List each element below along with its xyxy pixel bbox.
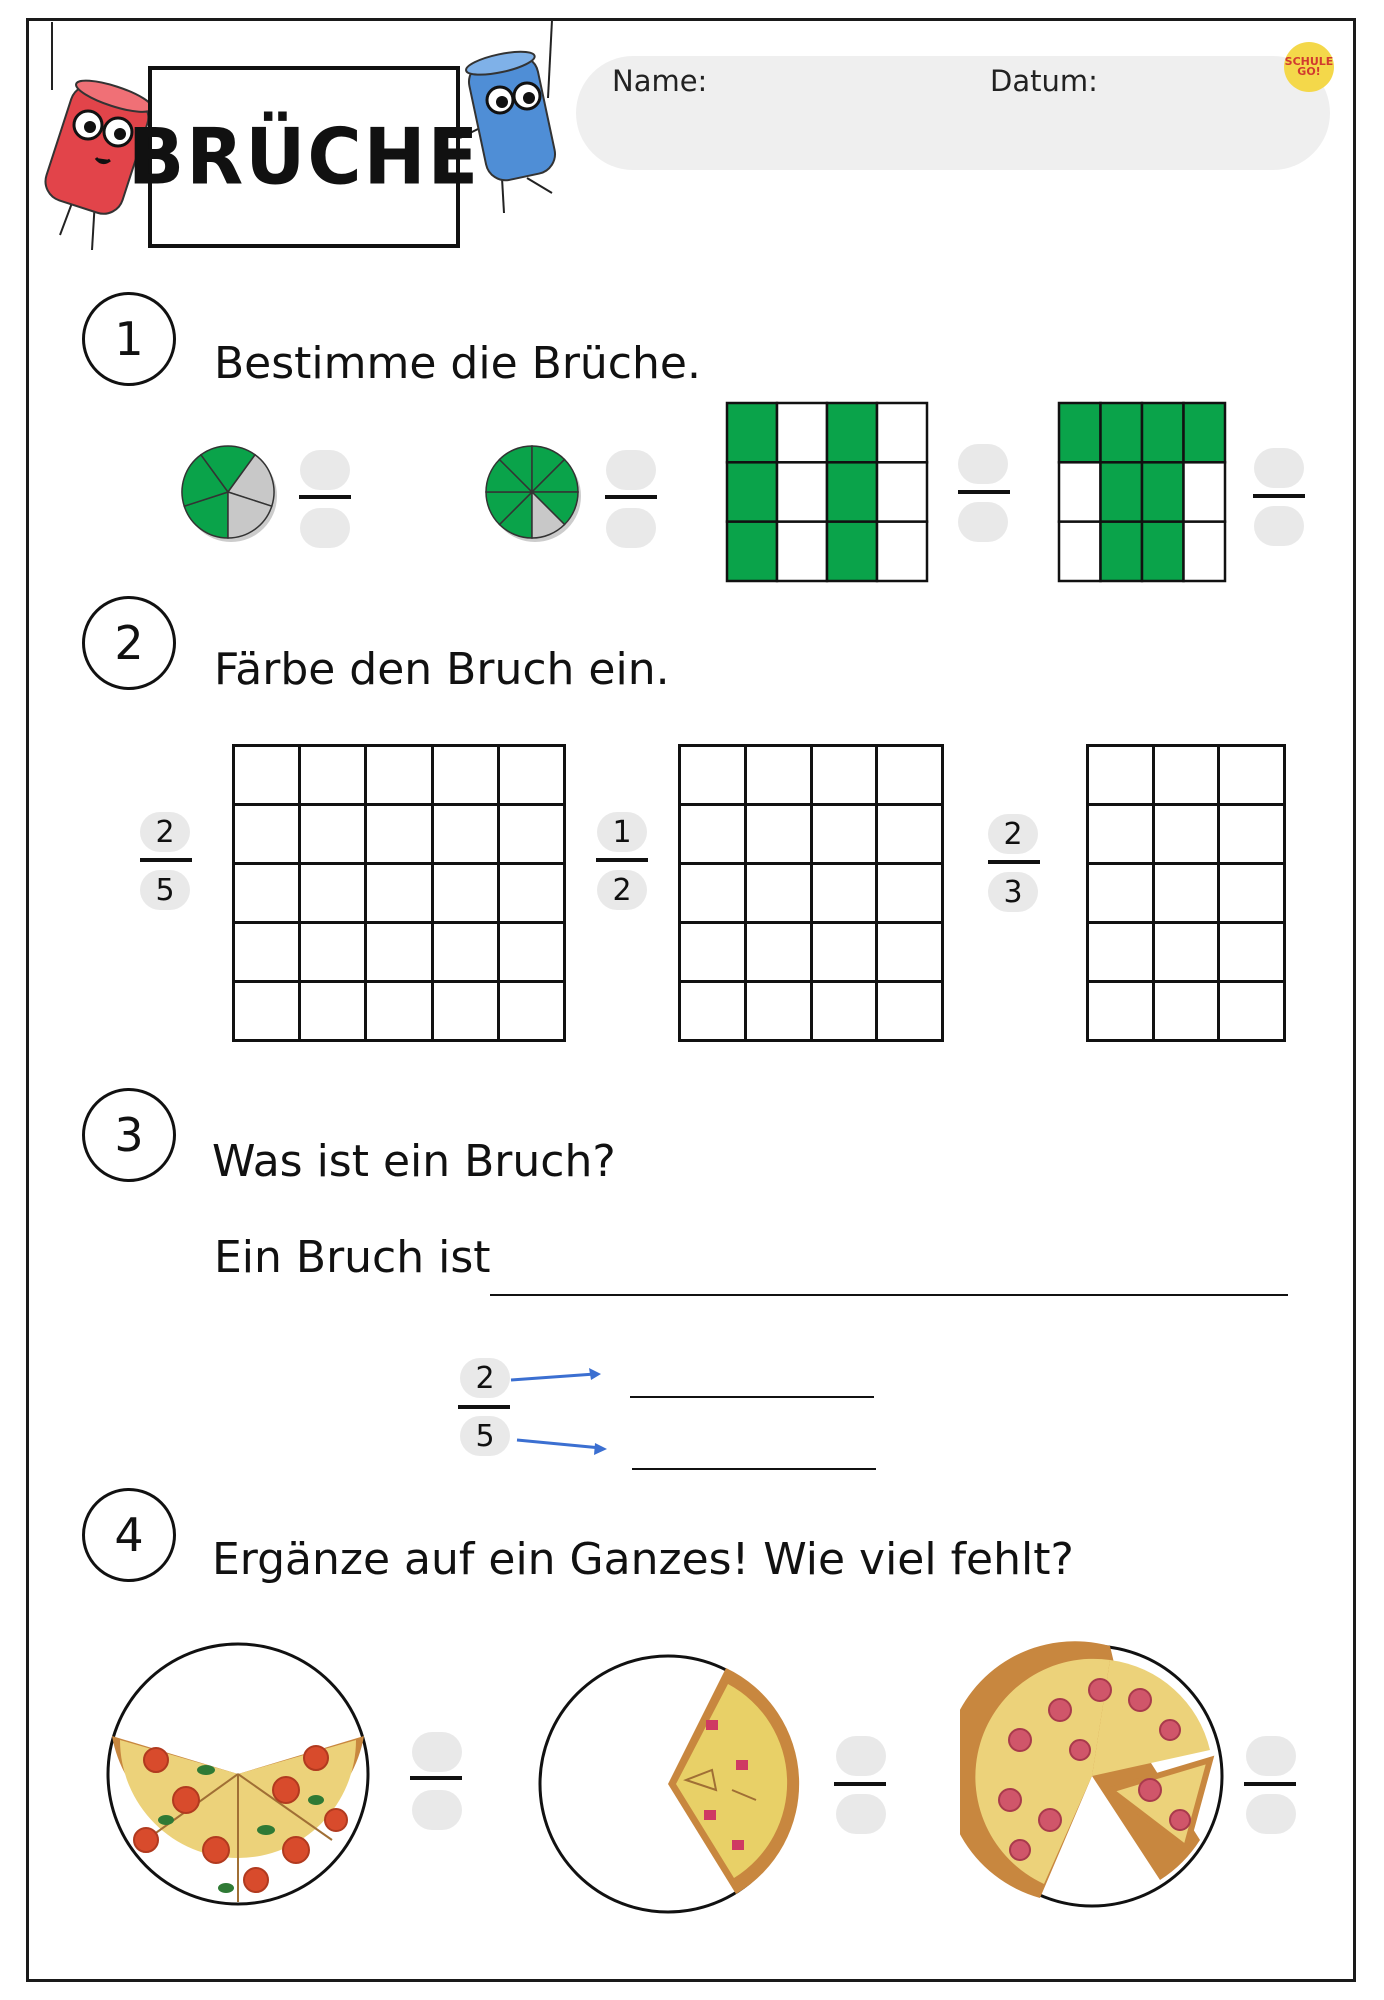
fraction-denominator: 5 xyxy=(460,1416,510,1456)
grid-cell[interactable] xyxy=(234,864,300,923)
shaded-grid-columns xyxy=(724,400,930,584)
grid-cell[interactable] xyxy=(1219,746,1285,805)
fraction-bar xyxy=(140,858,192,862)
grid-cell[interactable] xyxy=(877,805,943,864)
grid-cell xyxy=(1101,462,1143,521)
grid-cell[interactable] xyxy=(1219,982,1285,1041)
grid-cell[interactable] xyxy=(745,805,811,864)
fraction-numerator: 2 xyxy=(140,812,190,852)
grid-cell[interactable] xyxy=(300,864,366,923)
grid-cell[interactable] xyxy=(1219,805,1285,864)
grid-cell[interactable] xyxy=(366,805,432,864)
grid-cell xyxy=(827,403,877,462)
fraction-bar xyxy=(605,495,657,499)
grid-cell xyxy=(877,403,927,462)
fraction-numerator: 2 xyxy=(988,814,1038,854)
answer-denominator-slot[interactable] xyxy=(1246,1794,1296,1834)
grid-cell xyxy=(877,522,927,581)
pie-fifths-icon xyxy=(176,440,286,550)
name-field[interactable] xyxy=(690,86,960,116)
grid-cell[interactable] xyxy=(811,982,877,1041)
shaded-grid-mixed xyxy=(1056,400,1230,584)
color-grid-5x5[interactable] xyxy=(232,744,566,1042)
answer-denominator-slot[interactable] xyxy=(412,1790,462,1830)
grid-cell xyxy=(777,462,827,521)
grid-cell[interactable] xyxy=(1153,982,1219,1041)
grid-cell[interactable] xyxy=(498,864,564,923)
grid-cell[interactable] xyxy=(1088,864,1154,923)
definition-prompt: Ein Bruch ist xyxy=(214,1232,491,1283)
coloring-grid[interactable] xyxy=(1086,744,1286,1042)
pizza-slice-icon xyxy=(536,1650,808,1920)
grid-cell[interactable] xyxy=(300,923,366,982)
grid-cell[interactable] xyxy=(1219,864,1285,923)
grid-cell[interactable] xyxy=(432,746,498,805)
grid-cell xyxy=(777,403,827,462)
grid-cell[interactable] xyxy=(366,923,432,982)
grid-cell xyxy=(1184,403,1226,462)
answer-denominator-slot[interactable] xyxy=(300,508,350,548)
grid-cell[interactable] xyxy=(366,982,432,1041)
answer-denominator-slot[interactable] xyxy=(606,508,656,548)
page-title: BRÜCHE xyxy=(127,111,481,203)
fraction-bar xyxy=(299,495,351,499)
grid-cell xyxy=(1059,522,1101,581)
grid-cell[interactable] xyxy=(234,923,300,982)
task-2-number: 2 xyxy=(82,596,176,690)
date-field[interactable] xyxy=(1080,86,1270,116)
grid-cell xyxy=(1142,462,1184,521)
answer-numerator-slot[interactable] xyxy=(606,450,656,490)
coloring-grid[interactable] xyxy=(232,744,566,1042)
grid-cell[interactable] xyxy=(745,864,811,923)
pizza-salami-icon xyxy=(960,1640,1230,1912)
task-2-instruction: Färbe den Bruch ein. xyxy=(214,644,670,695)
coloring-grid[interactable] xyxy=(678,744,944,1042)
grid-cell xyxy=(827,522,877,581)
fraction-bar xyxy=(458,1405,510,1409)
grid-cell[interactable] xyxy=(498,805,564,864)
fraction-bar xyxy=(596,858,648,862)
grid-cell[interactable] xyxy=(1088,746,1154,805)
grid-cell[interactable] xyxy=(432,864,498,923)
color-grid-5x4[interactable] xyxy=(678,744,944,1042)
fraction-denominator: 5 xyxy=(140,870,190,910)
grid-cell[interactable] xyxy=(745,982,811,1041)
grid-cell[interactable] xyxy=(432,982,498,1041)
fraction-bar xyxy=(1253,494,1305,498)
grid-cell[interactable] xyxy=(234,982,300,1041)
grid-cell[interactable] xyxy=(234,746,300,805)
grid-cell[interactable] xyxy=(877,746,943,805)
fraction-bar xyxy=(410,1776,462,1780)
grid-cell[interactable] xyxy=(745,746,811,805)
task-4-instruction: Ergänze auf ein Ganzes! Wie viel fehlt? xyxy=(212,1534,1074,1585)
arrow-icons xyxy=(505,1360,625,1460)
date-label: Datum: xyxy=(990,64,1098,98)
brand-logo: SCHULE GO! xyxy=(1284,42,1334,92)
grid-cell[interactable] xyxy=(811,864,877,923)
grid-cell[interactable] xyxy=(366,746,432,805)
grid-cell[interactable] xyxy=(811,923,877,982)
grid-cell[interactable] xyxy=(366,864,432,923)
grid-cell[interactable] xyxy=(877,864,943,923)
grid-cell[interactable] xyxy=(1153,746,1219,805)
grid-cell[interactable] xyxy=(680,805,746,864)
fraction-bar xyxy=(988,860,1040,864)
grid-cell[interactable] xyxy=(680,746,746,805)
denominator-meaning-line[interactable] xyxy=(632,1468,876,1470)
grid-cell xyxy=(1059,403,1101,462)
task-1-instruction: Bestimme die Brüche. xyxy=(214,338,701,389)
grid-cell[interactable] xyxy=(680,982,746,1041)
grid-cell[interactable] xyxy=(498,982,564,1041)
task-4-number: 4 xyxy=(82,1488,176,1582)
color-grid-5x3[interactable] xyxy=(1086,744,1286,1042)
grid-cell[interactable] xyxy=(432,805,498,864)
grid-cell[interactable] xyxy=(498,746,564,805)
grid-cell[interactable] xyxy=(877,923,943,982)
grid-cell[interactable] xyxy=(498,923,564,982)
grid-cell[interactable] xyxy=(1153,864,1219,923)
grid-cell[interactable] xyxy=(432,923,498,982)
grid-cell xyxy=(777,522,827,581)
grid-cell xyxy=(1142,403,1184,462)
fraction-denominator: 3 xyxy=(988,872,1038,912)
fraction-denominator: 2 xyxy=(597,870,647,910)
answer-numerator-slot[interactable] xyxy=(300,450,350,490)
fraction-numerator: 1 xyxy=(597,812,647,852)
grid-cell[interactable] xyxy=(300,746,366,805)
name-label: Name: xyxy=(612,64,708,98)
grid-cell[interactable] xyxy=(1088,923,1154,982)
grid-cell[interactable] xyxy=(811,746,877,805)
grid-cell[interactable] xyxy=(680,923,746,982)
grid-cell xyxy=(727,462,777,521)
grid-cell xyxy=(1101,522,1143,581)
grid-cell xyxy=(727,403,777,462)
task-1-number: 1 xyxy=(82,292,176,386)
grid-cell[interactable] xyxy=(234,805,300,864)
grid-cell xyxy=(1059,462,1101,521)
grid-cell[interactable] xyxy=(300,982,366,1041)
title-banner xyxy=(127,66,481,248)
grid-cell xyxy=(827,462,877,521)
grid-cell xyxy=(877,462,927,521)
definition-answer-line[interactable] xyxy=(490,1294,1288,1296)
grid-cell[interactable] xyxy=(877,982,943,1041)
grid-cell[interactable] xyxy=(745,923,811,982)
answer-denominator-slot[interactable] xyxy=(1254,506,1304,546)
grid-cell[interactable] xyxy=(1219,923,1285,982)
grid-cell xyxy=(1184,522,1226,581)
answer-numerator-slot[interactable] xyxy=(836,1736,886,1776)
fraction-numerator: 2 xyxy=(460,1358,510,1398)
grid-cell[interactable] xyxy=(1153,923,1219,982)
answer-denominator-slot[interactable] xyxy=(958,502,1008,542)
task-3-question: Was ist ein Bruch? xyxy=(212,1136,616,1187)
grid-cell[interactable] xyxy=(811,805,877,864)
grid-cell xyxy=(1142,522,1184,581)
grid-cell[interactable] xyxy=(300,805,366,864)
answer-denominator-slot[interactable] xyxy=(836,1794,886,1834)
answer-numerator-slot[interactable] xyxy=(1254,448,1304,488)
grid-cell xyxy=(1101,403,1143,462)
grid-cell[interactable] xyxy=(1088,982,1154,1041)
grid-cell[interactable] xyxy=(1153,805,1219,864)
grid-cell xyxy=(727,522,777,581)
grid-cell[interactable] xyxy=(680,864,746,923)
answer-numerator-slot[interactable] xyxy=(412,1732,462,1772)
task-3-number: 3 xyxy=(82,1088,176,1182)
answer-numerator-slot[interactable] xyxy=(958,444,1008,484)
numerator-meaning-line[interactable] xyxy=(630,1396,874,1398)
pie-eighths-icon xyxy=(480,440,590,550)
grid-cell xyxy=(1184,462,1226,521)
pizza-tomato-icon xyxy=(106,1640,370,1908)
fraction-bar xyxy=(834,1782,886,1786)
fraction-bar xyxy=(1244,1782,1296,1786)
grid-cell[interactable] xyxy=(1088,805,1154,864)
fraction-bar xyxy=(958,490,1010,494)
answer-numerator-slot[interactable] xyxy=(1246,1736,1296,1776)
